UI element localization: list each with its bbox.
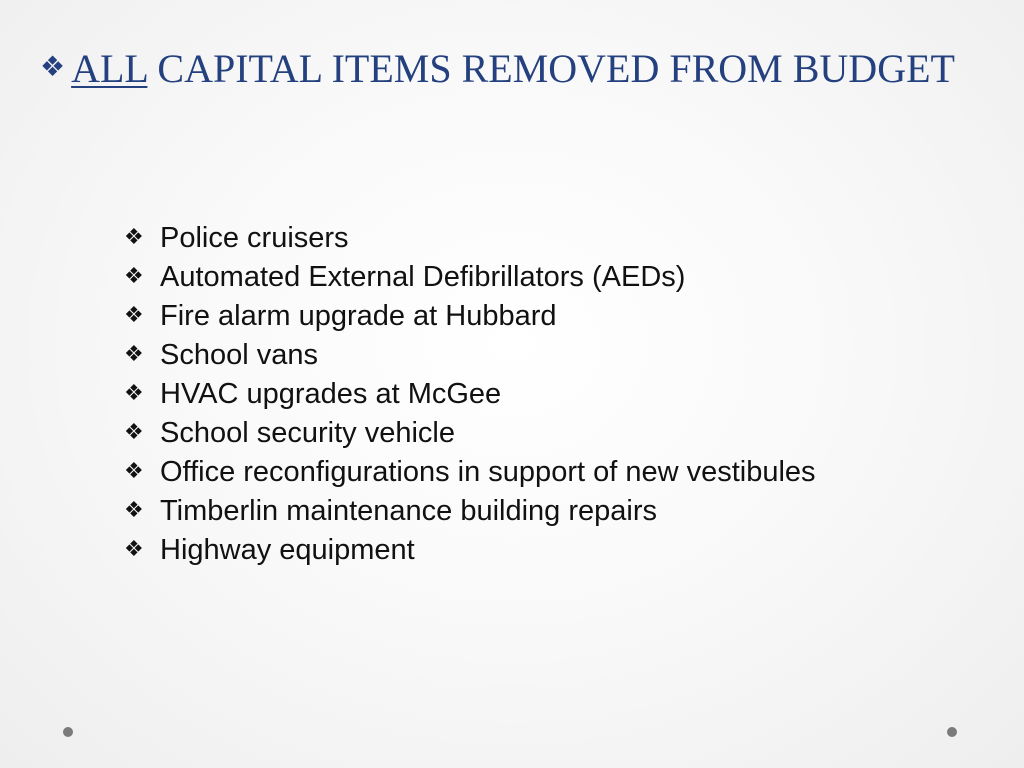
list-item-text: School vans [160,339,318,371]
list-item-text: HVAC upgrades at McGee [160,378,502,410]
list-item-text: Office reconfigurations in support of new vestibules [160,456,816,488]
list-item-text: School security vehicle [160,417,455,449]
diamond-bullet-icon: ❖ [40,52,66,83]
diamond-bullet-icon: ❖ [124,380,144,405]
list-item [124,490,816,529]
list-item [124,256,816,295]
title-text: CAPITAL ITEMS REMOVED FROM BUDGET [147,46,955,91]
list-item-text: Police cruisers [160,222,349,254]
capital-items-list [124,217,816,568]
diamond-bullet-icon: ❖ [124,341,144,366]
list-item [124,334,816,373]
diamond-bullet-icon: ❖ [124,458,144,483]
dot-icon [947,727,957,737]
list-item-text: Automated External Defibrillators (AEDs) [160,261,686,293]
list-item-text: Highway equipment [160,534,415,566]
diamond-bullet-icon: ❖ [124,302,144,327]
list-item [124,295,816,334]
slide-title [40,44,955,93]
list-item [124,217,816,256]
list-item-text: Fire alarm upgrade at Hubbard [160,300,557,332]
list-item [124,412,816,451]
list-item [124,451,816,490]
diamond-bullet-icon: ❖ [124,224,144,249]
diamond-bullet-icon: ❖ [124,263,144,288]
diamond-bullet-icon: ❖ [124,536,144,561]
dot-icon [63,727,73,737]
title-emphasis: ALL [71,46,148,91]
list-item [124,529,816,568]
list-item [124,373,816,412]
diamond-bullet-icon: ❖ [124,497,144,522]
diamond-bullet-icon: ❖ [124,419,144,444]
list-item-text: Timberlin maintenance building repairs [160,495,658,527]
